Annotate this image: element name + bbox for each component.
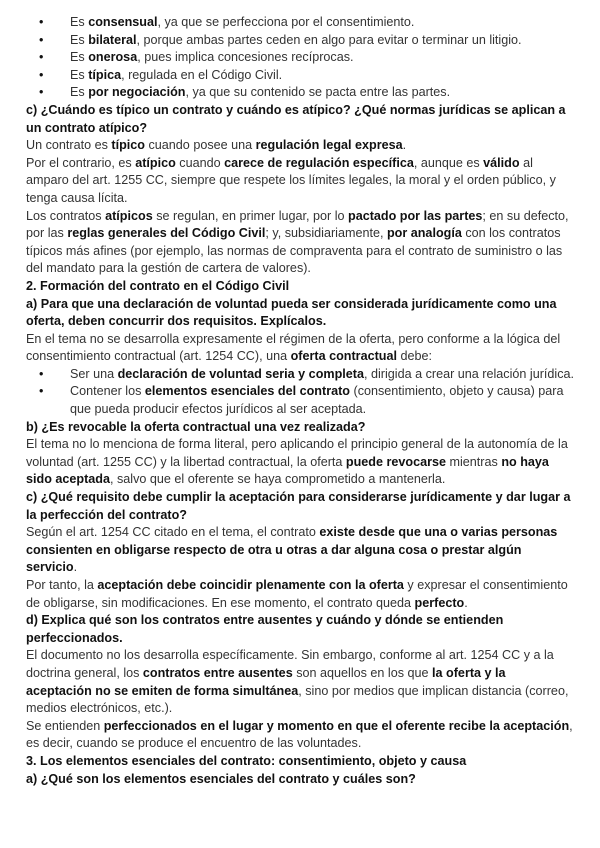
list-item: • Es onerosa, pues implica concesiones recíprocas.: [26, 49, 574, 67]
bullet-list-characteristics: [26, 14, 574, 102]
bullet-icon: •: [39, 366, 44, 381]
bullet-list-offer-requirements: [26, 366, 574, 419]
paragraph: Por el contrario, es atípico cuando carece de regulación específica, aunque es válido al amparo del art. 1255 CC, siempre que respete los límites legales, la moral y el orden público, y tenga causa lícita.: [26, 155, 556, 205]
question-c-typical-atypical: c) ¿Cuándo es típico un contrato y cuándo es atípico? ¿Qué normas jurídicas se aplican a un contrato atípico?: [26, 102, 566, 135]
question-d-absent-parties: d) Explica qué son los contratos entre ausentes y cuándo y dónde se entienden perfeccionados.: [26, 613, 504, 645]
section-heading-2: 2. Formación del contrato en el Código Civil: [26, 278, 290, 293]
paragraph: Los contratos atípicos se regulan, en primer lugar, por lo pactado por las partes; en su defecto, por las reglas generales del Código Civil; y, subsidiariamente, por analogía con los contratos típicos más afines (por ejemplo, las normas de compraventa para el contrato de suministro o las del mandato para la gestión de cartera de valores).: [26, 208, 569, 276]
question-c-acceptance: c) ¿Qué requisito debe cumplir la aceptación para considerarse jurídicamente y dar lugar a la perfección del contrato?: [26, 490, 571, 522]
list-item: • Es consensual, ya que se perfecciona por el consentimiento.: [26, 14, 574, 32]
question-a-essential-elements: a) ¿Qué son los elementos esenciales del contrato y cuáles son?: [26, 771, 416, 786]
question-b-revocable: b) ¿Es revocable la oferta contractual una vez realizada?: [26, 419, 366, 434]
paragraph: Según el art. 1254 CC citado en el tema, el contrato existe desde que una o varias personas consienten en obligarse respecto de otra u otras a dar alguna cosa o prestar algún servicio.: [26, 525, 558, 575]
bullet-icon: •: [39, 67, 44, 82]
list-item: • Es bilateral, porque ambas partes ceden en algo para evitar o terminar un litigio.: [26, 32, 574, 50]
paragraph: Por tanto, la aceptación debe coincidir plenamente con la oferta y expresar el consentimiento de obligarse, sin modificaciones. En ese momento, el contrato queda perfecto.: [26, 578, 568, 610]
question-a-offer: a) Para que una declaración de voluntad pueda ser considerada jurídicamente como una oferta, deben concurrir dos requisitos. Explícalos.: [26, 296, 557, 329]
section-heading-3: 3. Los elementos esenciales del contrato: consentimiento, objeto y causa: [26, 753, 467, 768]
bullet-icon: •: [39, 15, 44, 29]
paragraph: En el tema no se desarrolla expresamente el régimen de la oferta, pero conforme a la lógica del consentimiento contractual (art. 1254 CC), una oferta contractual debe:: [26, 331, 561, 364]
list-item: • Contener los elementos esenciales del contrato (consentimiento, objeto y causa) para que pueda producir efectos jurídicos al ser aceptada.: [39, 384, 564, 417]
bullet-icon: •: [39, 50, 44, 65]
paragraph: Un contrato es típico cuando posee una regulación legal expresa.: [26, 138, 407, 153]
paragraph: Se entienden perfeccionados en el lugar y momento en que el oferente recibe la aceptación, es decir, cuando se produce el encuentro de las voluntades.: [26, 718, 573, 751]
bullet-icon: •: [39, 85, 44, 100]
list-item: • Es por negociación, ya que su contenido se pacta entre las partes.: [26, 84, 574, 102]
bullet-icon: •: [39, 32, 44, 47]
list-item: • Es típica, regulada en el Código Civil.: [26, 67, 574, 85]
paragraph: El documento no los desarrolla específicamente. Sin embargo, conforme al art. 1254 CC y a la doctrina general, los contratos entre ausentes son aquellos en los que la oferta y la aceptación no se emiten de forma simultánea, sino por medios que implican distancia (correo, medios electrónicos, etc.).: [26, 648, 569, 716]
bullet-icon: •: [39, 384, 44, 399]
list-item: • Ser una declaración de voluntad seria y completa, dirigida a crear una relación jurídica.: [26, 366, 574, 384]
paragraph: El tema no lo menciona de forma literal, pero aplicando el principio general de la autonomía de la voluntad (art. 1255 CC) y la libertad contractual, la oferta puede revocarse mientras no haya sido aceptada, salvo que el oferente se haya comprometido a mantenerla.: [26, 437, 568, 487]
